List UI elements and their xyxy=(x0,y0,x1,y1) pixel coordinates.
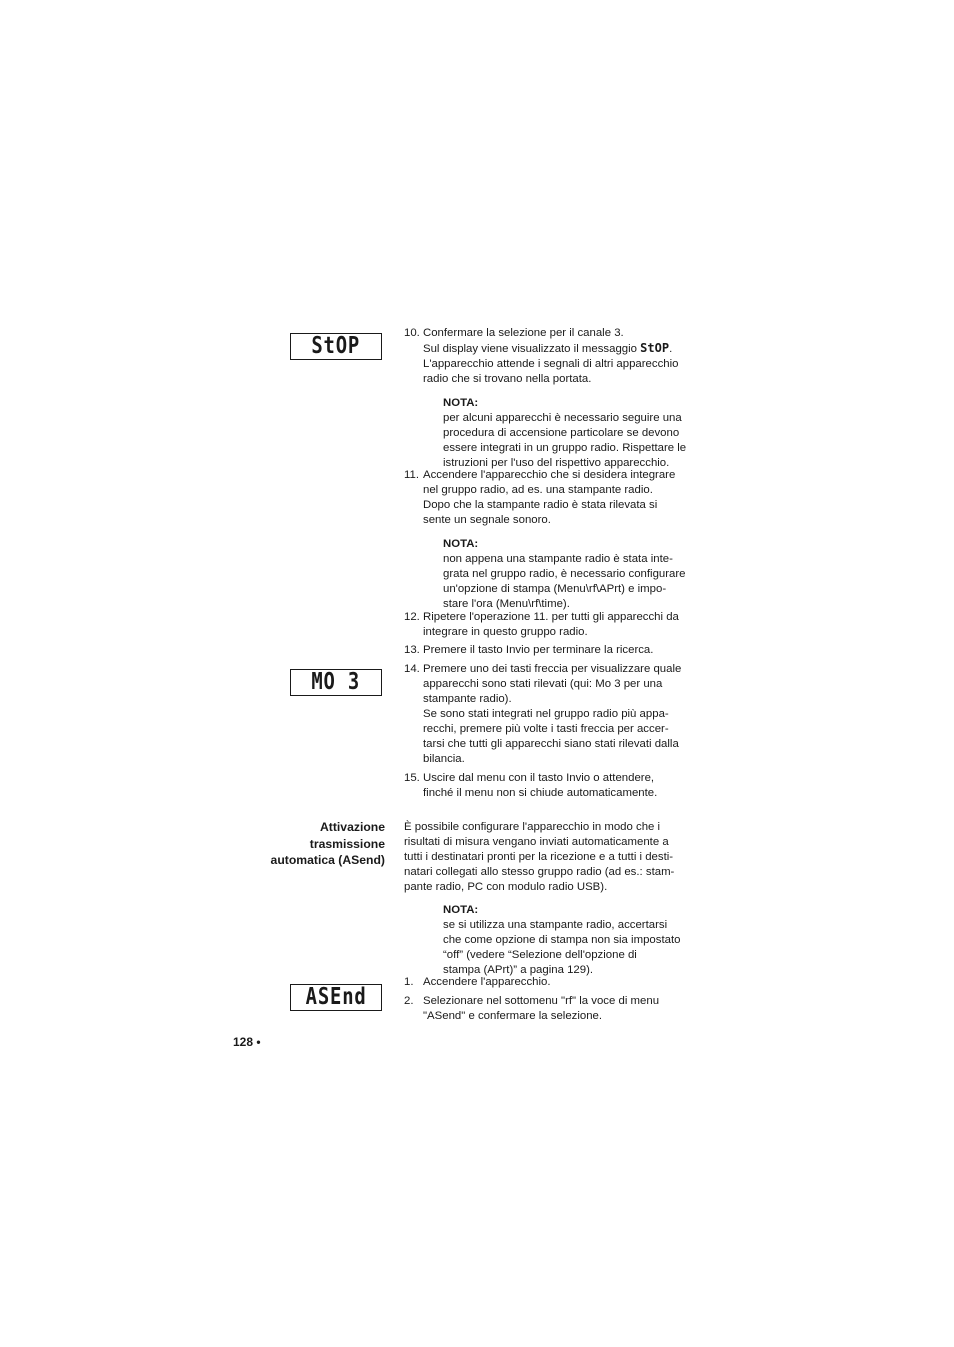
section-heading-line: trasmissione xyxy=(309,836,385,851)
item-number: 13. xyxy=(404,644,420,656)
item-text: nel gruppo radio, ad es. una stampante radio. xyxy=(423,484,653,496)
item-text: Selezionare nel sottomenu "rf" la voce di menu xyxy=(423,995,660,1007)
item-text: Dopo che la stampante radio è stata rilevata si xyxy=(423,499,658,511)
list-item-11 xyxy=(404,468,694,528)
lcd-text: ASEnd xyxy=(305,984,367,1010)
item-text: finché il menu non si chiude automaticamente. xyxy=(423,787,658,799)
list-item-14 xyxy=(404,662,694,767)
item-text: L'apparecchio attende i segnali di altri apparecchio xyxy=(423,358,679,370)
item-number: 14. xyxy=(404,663,420,675)
section-heading xyxy=(240,819,385,869)
note-text: procedura di accensione particolare se devono xyxy=(443,427,680,439)
list-item-15 xyxy=(404,771,694,801)
item-text: integrare in questo gruppo radio. xyxy=(423,626,588,638)
note-text: per alcuni apparecchi è necessario seguire una xyxy=(443,412,682,424)
item-text: "ASend" e confermare la selezione. xyxy=(423,1010,603,1022)
item-text: tarsi che tutti gli apparecchi siano stati rilevati dalla xyxy=(423,738,679,750)
item-number: 10. xyxy=(404,327,420,339)
note-label: NOTA: xyxy=(443,538,479,550)
note-block xyxy=(443,903,695,978)
list-item-13 xyxy=(404,643,694,658)
item-text: bilancia. xyxy=(423,753,465,765)
lcd-text: StOP xyxy=(311,333,361,359)
inline-display-code: StOP xyxy=(640,341,670,355)
item-text: Premere il tasto Invio per terminare la ricerca. xyxy=(423,644,654,656)
note-text: stampa (APrt)” a pagina 129). xyxy=(443,964,594,976)
item-text: radio che si trovano nella portata. xyxy=(423,373,592,385)
note-text: un'opzione di stampa (Menu\rf\APrt) e impo- xyxy=(443,583,667,595)
item-text: Se sono stati integrati nel gruppo radio più appa- xyxy=(423,708,669,720)
note-text: essere integrati in un gruppo radio. Rispettare le xyxy=(443,442,687,454)
list-item-10 xyxy=(404,326,694,387)
intro-text: tutti i destinatari pronti per la ricezione e a tutti i desti- xyxy=(404,851,674,863)
note-text: se si utilizza una stampante radio, accertarsi xyxy=(443,919,668,931)
intro-text: natari collegati allo stesso gruppo radio (ad es.: stam- xyxy=(404,866,675,878)
item-text: Accendere l'apparecchio che si desidera integrare xyxy=(423,469,676,481)
note-text: “off” (vedere “Selezione dell'opzione di xyxy=(443,949,637,961)
intro-text: risultati di misura vengano inviati automaticamente a xyxy=(404,836,669,848)
item-number: 12. xyxy=(404,611,420,623)
lcd-display-mo3 xyxy=(290,669,382,696)
item-text: sente un segnale sonoro. xyxy=(423,514,551,526)
item-text: apparecchi sono stati rilevati (qui: Mo 3 per una xyxy=(423,678,663,690)
item-text xyxy=(423,341,694,357)
list-item-step-1 xyxy=(404,975,694,990)
item-text: Premere uno dei tasti freccia per visualizzare quale xyxy=(423,663,682,675)
note-text: che come opzione di stampa non sia impostato xyxy=(443,934,681,946)
section-heading-line: automatica (ASend) xyxy=(270,853,385,867)
intro-text: pante radio, PC con modulo radio USB). xyxy=(404,881,608,893)
list-item-12 xyxy=(404,610,694,640)
section-intro xyxy=(404,820,694,895)
lcd-text: MO 3 xyxy=(311,669,361,695)
lcd-display-asend xyxy=(290,984,382,1011)
item-text: Uscire dal menu con il tasto Invio o attendere, xyxy=(423,772,655,784)
page-number: 128 • xyxy=(233,1035,261,1049)
note-label: NOTA: xyxy=(443,904,479,916)
note-text: stare l'ora (Menu\rf\time). xyxy=(443,598,570,610)
item-number: 1. xyxy=(404,976,414,988)
item-text-part: . xyxy=(669,343,673,355)
item-number: 15. xyxy=(404,772,420,784)
note-text: grata nel gruppo radio, è necessario configurare xyxy=(443,568,686,580)
intro-text: È possibile configurare l'apparecchio in modo che i xyxy=(404,821,661,833)
note-text: istruzioni per l'uso del rispettivo apparecchio. xyxy=(443,457,670,469)
item-text: Confermare la selezione per il canale 3. xyxy=(423,327,624,339)
item-text-part: Sul display viene visualizzato il messaggio xyxy=(423,343,641,355)
note-block xyxy=(443,396,695,471)
item-text: Ripetere l'operazione 11. per tutti gli apparecchi da xyxy=(423,611,679,623)
item-text: stampante radio). xyxy=(423,693,512,705)
item-text: recchi, premere più volte i tasti freccia per accer- xyxy=(423,723,669,735)
item-text: Accendere l'apparecchio. xyxy=(423,976,551,988)
item-number: 11. xyxy=(404,469,419,481)
list-item-step-2 xyxy=(404,994,694,1024)
item-number: 2. xyxy=(404,995,414,1007)
lcd-display-stop xyxy=(290,333,382,360)
note-label: NOTA: xyxy=(443,397,479,409)
note-block xyxy=(443,537,695,612)
section-heading-line: Attivazione xyxy=(319,820,385,834)
note-text: non appena una stampante radio è stata inte- xyxy=(443,553,673,565)
